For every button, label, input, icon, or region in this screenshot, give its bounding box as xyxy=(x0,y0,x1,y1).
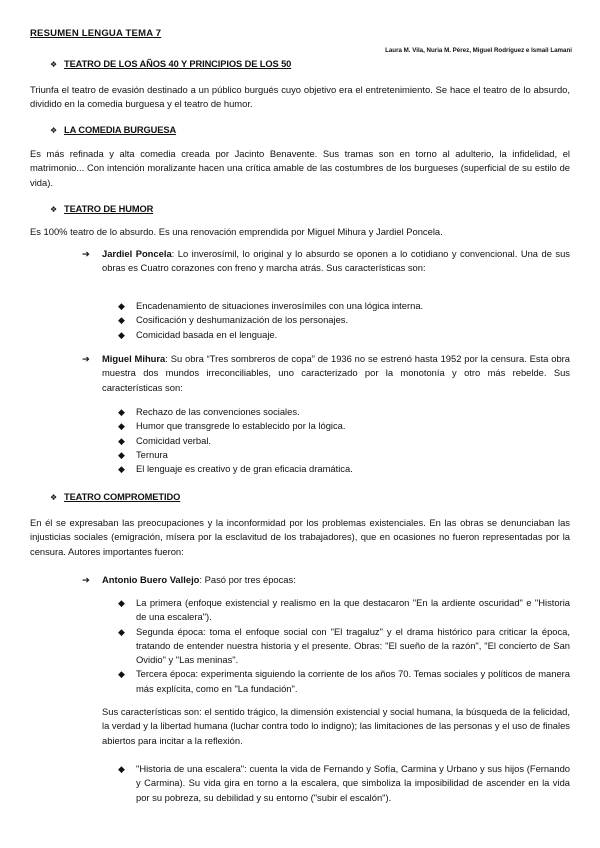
paragraph-teatro-humor: Es 100% teatro de lo absurdo. Es una renovación emprendida por Miguel Mihura y Jardiel Poncela. xyxy=(30,226,443,237)
diamond-bullet-icon: ❖ xyxy=(50,126,58,135)
paragraph-teatro-comprometido: En él se expresaban las preocupaciones y la inconformidad por los problemas existenciales. En las obras se denunciaban las injusticias sociales (emigración, mísera por la esclavitud de los trabajadores), que en ocasiones no fueron representadas por la censura. Autores importantes fueron: xyxy=(30,517,570,557)
diamond-bullet-icon: ❖ xyxy=(50,205,58,214)
heading-teatro-comprometido xyxy=(50,492,180,502)
heading-text: TEATRO DE LOS AÑOS 40 Y PRINCIPIOS DE LOS 50 xyxy=(64,59,292,69)
buero-works-list xyxy=(118,762,570,805)
list-item: ◆ Encadenamiento de situaciones inverosímiles con una lógica interna. xyxy=(118,299,570,313)
heading-text: LA COMEDIA BURGUESA xyxy=(64,125,177,135)
paragraph-comedia-burguesa: Es más refinada y alta comedia creada por Jacinto Benavente. Sus tramas son en torno al adulterio, la infidelidad, el matrimonio... Con intención moralizante hacen una crítica amable de las costumbres de los burgueses (superficial de su estilo de vida). xyxy=(30,148,570,188)
author-buero-vallejo xyxy=(82,573,570,587)
heading-text: TEATRO COMPROMETIDO xyxy=(64,492,181,502)
author-description: : Su obra “Tres sombreros de copa” de 1936 no se estrenó hasta 1952 por la censura. Esta obra muestra dos mundos irreconciliables, uno caracterizado por la monotonía y otro más rebelde. Sus características son: xyxy=(102,353,570,393)
author-name: Miguel Mihura xyxy=(102,353,166,364)
list-item: ◆ Cosificación y deshumanización de los personajes. xyxy=(118,313,570,327)
list-item: ◆ Comicidad verbal. xyxy=(118,434,570,448)
diamond-bullet-icon: ◆ xyxy=(118,449,125,460)
author-name: Jardiel Poncela xyxy=(102,248,172,259)
arrow-right-icon: ➔ xyxy=(82,353,90,364)
heading-comedia-burguesa xyxy=(50,125,176,135)
mihura-characteristics-list xyxy=(118,405,570,476)
diamond-bullet-icon: ◆ xyxy=(118,329,125,340)
diamond-bullet-icon: ◆ xyxy=(118,598,125,608)
heading-text: TEATRO DE HUMOR xyxy=(64,204,154,214)
authors-line: Laura M. Vila, Nuria M. Pérez, Miguel Rodríguez e Ismail Lamani xyxy=(385,47,572,54)
heading-teatro-humor xyxy=(50,204,153,214)
paragraph-teatro-40-50: Triunfa el teatro de evasión destinado a un público burgués cuyo objetivo era el entretenimiento. Se hace el teatro de lo absurdo, dividido en la comedia burguesa y el teatro de humor. xyxy=(30,84,570,110)
list-item: ◆ El lenguaje es creativo y de gran eficacia dramática. xyxy=(118,462,570,476)
diamond-bullet-icon: ◆ xyxy=(118,301,125,311)
diamond-bullet-icon: ◆ xyxy=(118,764,125,774)
list-item: ◆ Rechazo de las convenciones sociales. xyxy=(118,405,570,419)
author-description: : Pasó por tres épocas: xyxy=(199,574,296,585)
buero-characteristics-paragraph: Sus características son: el sentido trágico, la dimensión existencial y social humana, la búsqueda de la felicidad, la verdad y la libertad humana (luchar contra todo lo indigno); las limitaciones de las personas y el uso de finales abiertos para incitar a la reflexión. xyxy=(102,706,570,746)
list-item: ◆ "Historia de una escalera": cuenta la vida de Fernando y Sofía, Carmina y Urbano y sus hijos (Fernando y Carmina). Su vida gira en torno a la escalera, que simboliza la imposibilidad de ascender en la vida por su pobreza, su debilidad y su entorno ("subir el escalón"). xyxy=(118,763,570,803)
author-miguel-mihura xyxy=(82,352,570,395)
heading-teatro-40-50 xyxy=(50,59,291,69)
list-item: ◆ Segunda época: toma el enfoque social con "El tragaluz" y el drama histórico para criticar la época, tratando de entender nuestra historia y el presente. Obras: "El sueño de la razón", "El concierto de San Ovidio" y "Las meninas". xyxy=(118,625,570,666)
diamond-bullet-icon: ◆ xyxy=(118,407,125,417)
list-item: ◆ Comicidad basada en el lenguaje. xyxy=(118,328,570,342)
diamond-bullet-icon: ◆ xyxy=(118,626,125,637)
list-item: ◆ Ternura xyxy=(118,448,570,462)
list-item: ◆ Humor que transgrede lo establecido por la lógica. xyxy=(118,419,570,433)
list-item: ◆ La primera (enfoque existencial y realismo en la que destacaron "En la ardiente oscuridad" e "Historia de una escalera"). xyxy=(118,597,570,623)
diamond-bullet-icon: ◆ xyxy=(118,464,125,475)
arrow-right-icon: ➔ xyxy=(82,248,90,259)
arrow-right-icon: ➔ xyxy=(82,574,90,585)
diamond-bullet-icon: ◆ xyxy=(118,669,125,680)
document-title: RESUMEN LENGUA TEMA 7 xyxy=(30,28,162,39)
author-description: : Lo inverosímil, lo original y lo absurdo se oponen a lo cotidiano y convencional. Una de sus obras es Cuatro corazones con freno y marcha atrás. Sus características son: xyxy=(102,248,570,274)
author-jardiel-poncela xyxy=(82,247,570,276)
diamond-bullet-icon: ❖ xyxy=(50,493,58,502)
buero-epochs-list xyxy=(118,596,570,696)
diamond-bullet-icon: ◆ xyxy=(118,435,125,446)
diamond-bullet-icon: ◆ xyxy=(118,421,125,432)
list-item: ◆ Tercera época: experimenta siguiendo la corriente de los años 70. Temas sociales y políticos de manera más explícita, como en "La fundación". xyxy=(118,668,570,694)
author-name: Antonio Buero Vallejo xyxy=(102,574,200,585)
diamond-bullet-icon: ❖ xyxy=(50,60,58,69)
diamond-bullet-icon: ◆ xyxy=(118,315,125,326)
jardiel-characteristics-list xyxy=(118,299,570,342)
